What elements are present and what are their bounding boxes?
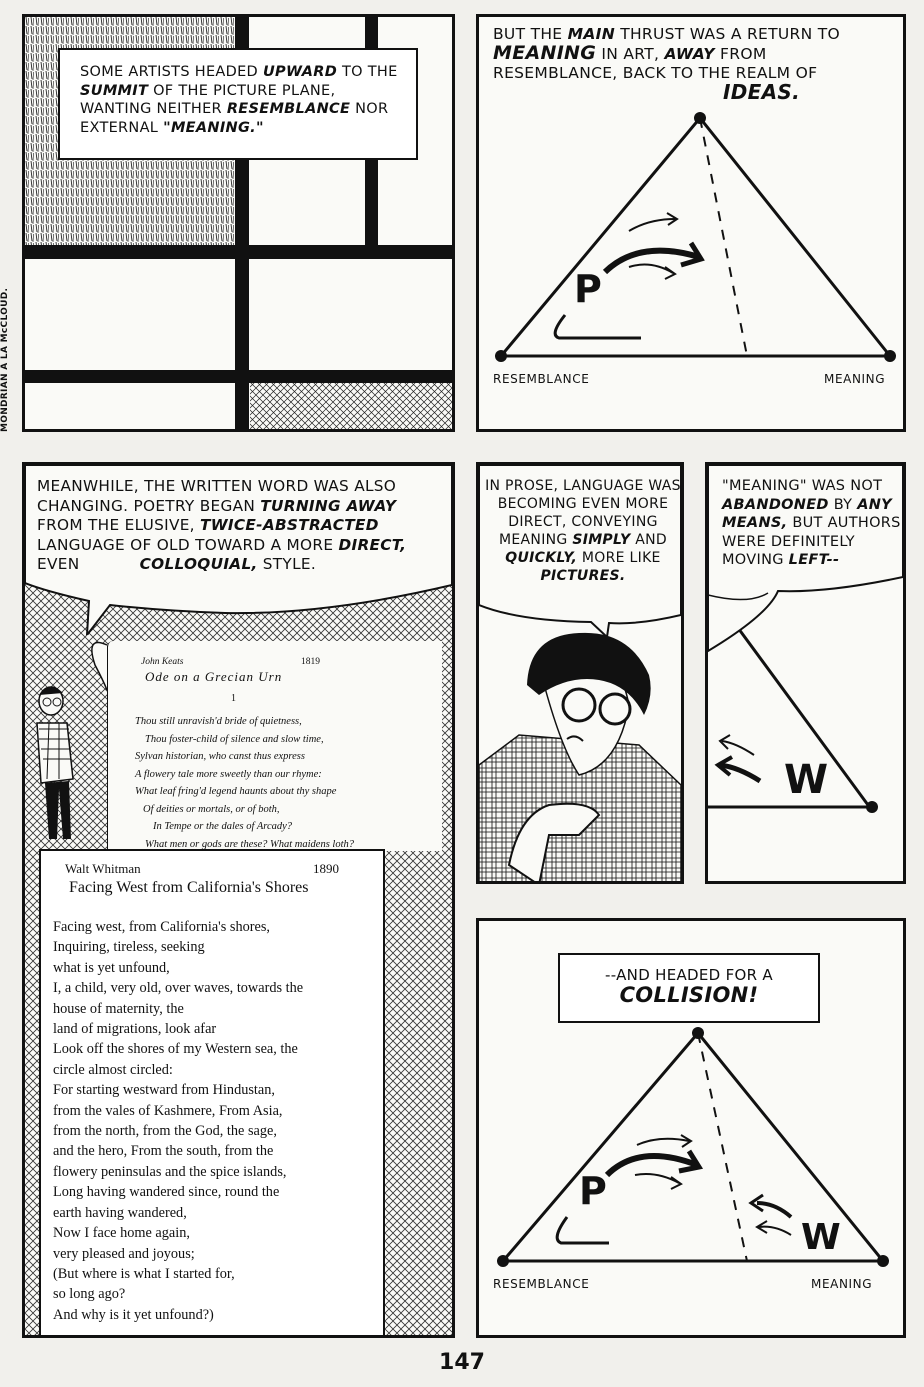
p-letter: P — [579, 1169, 607, 1213]
keats-stanza: 1 — [231, 693, 236, 704]
panel-collision — [476, 918, 906, 1338]
picture-plane-triangle — [479, 17, 903, 429]
side-credit: MONDRIAN A LA McCLOUD. — [0, 287, 10, 432]
poem-line: Thou foster-child of silence and slow time, — [145, 733, 324, 745]
panel-triangle-w — [705, 462, 906, 884]
whitman-author: Walt Whitman — [65, 861, 141, 876]
poem-line: house of maternity, the — [53, 1000, 184, 1017]
poem-line: circle almost circled: — [53, 1061, 173, 1078]
poem-line: Sylvan historian, who canst thus express — [135, 751, 305, 762]
poem-line: A flowery tale more sweetly than our rhyme: — [135, 768, 322, 780]
poem-line: For starting westward from Hindustan, — [53, 1082, 275, 1099]
w-letter: W — [784, 757, 829, 803]
caption-box — [58, 48, 418, 160]
poem-line: What leaf fring'd legend haunts about thy shape — [135, 786, 337, 797]
panel-poetry — [22, 462, 455, 1338]
poem-line: What men or gods are these? What maidens loth? — [145, 838, 355, 850]
keats-poem — [135, 713, 354, 853]
poem-line: Long having wandered since, round the — [53, 1184, 280, 1201]
poem-line: earth having wandered, — [53, 1204, 187, 1221]
writer-figure — [479, 625, 681, 884]
whitman-year: 1890 — [313, 861, 339, 876]
poem-line: I, a child, very old, over waves, towards the — [53, 980, 304, 997]
poem-line: what is yet unfound, — [53, 959, 170, 976]
label-meaning: MEANING — [811, 1277, 873, 1291]
poem-line: In Tempe or the dales of Arcady? — [153, 821, 293, 832]
poem-line: (But where is what I started for, — [53, 1265, 235, 1282]
keats-year: 1819 — [301, 657, 320, 667]
keats-title: Ode on a Grecian Urn — [145, 669, 283, 684]
whitman-poem — [53, 917, 303, 1325]
poem-line: Of deities or mortals, or of both, — [143, 803, 280, 815]
caption-text: SOME ARTISTS HEADED UPWARD TO THE SUMMIT OF THE PICTURE PLANE, WANTING NEITHER RESEMBLANCE NOR EXTERNAL "MEANING." — [80, 64, 398, 136]
poem-line: from the north, from the God, the sage, — [53, 1123, 277, 1140]
poem-line: And why is it yet unfound?) — [53, 1306, 214, 1323]
balloon-text: IN PROSE, LANGUAGE WAS BECOMING EVEN MORE DIRECT, CONVEYING MEANING SIMPLY AND QUICKLY, MORE LIKE PICTURES. — [485, 478, 681, 584]
poem-line: Look off the shores of my Western sea, the — [53, 1041, 298, 1058]
balloon-text: "MEANING" WAS NOT ABANDONED BY ANY MEANS, BUT AUTHORS WERE DEFINITELY MOVING LEFT-- — [722, 478, 901, 568]
poem-line: flowery peninsulas and the spice islands, — [53, 1163, 287, 1180]
whitman-title: Facing West from California's Shores — [69, 879, 309, 896]
page-number: 147 — [439, 1350, 485, 1375]
keats-author: John Keats — [141, 657, 184, 667]
poem-line: Now I face home again, — [53, 1225, 190, 1242]
poem-line: so long ago? — [53, 1286, 126, 1303]
caption-text: BUT THE MAIN THRUST WAS A RETURN TO MEANING IN ART, AWAY FROM RESEMBLANCE, BACK TO THE REALM OF IDEAS. — [493, 25, 840, 104]
crosshatch-block — [250, 383, 452, 429]
caption-text: --AND HEADED FOR A COLLISION! — [605, 966, 773, 1007]
panel-prose — [476, 462, 684, 884]
poem-line: and the hero, From the south, from the — [53, 1143, 274, 1160]
panel-mondrian — [22, 14, 455, 432]
collision-triangle — [479, 921, 903, 1335]
poem-line: very pleased and joyous; — [53, 1245, 195, 1262]
poem-line: Facing west, from California's shores, — [53, 919, 270, 935]
label-meaning: MEANING — [824, 372, 886, 386]
label-resemblance: RESEMBLANCE — [493, 372, 590, 386]
poem-line: from the vales of Kashmere, From Asia, — [53, 1102, 283, 1119]
poem-line: Inquiring, tireless, seeking — [53, 939, 205, 956]
p-letter: P — [574, 267, 602, 311]
panel-triangle-p — [476, 14, 906, 432]
poem-line: Thou still unravish'd bride of quietness, — [135, 716, 302, 727]
w-letter: W — [801, 1217, 841, 1258]
label-resemblance: RESEMBLANCE — [493, 1277, 590, 1291]
balloon-text: MEANWHILE, THE WRITTEN WORD WAS ALSO CHANGING. POETRY BEGAN TURNING AWAY FROM THE ELUSIVE, TWICE-ABSTRACTED LANGUAGE OF OLD TOWARD A MORE DIRECT, EVEN COLLOQUIAL, STYLE. — [37, 477, 407, 573]
poem-line: land of migrations, look afar — [53, 1021, 217, 1038]
cartoonist-figure — [29, 679, 89, 859]
